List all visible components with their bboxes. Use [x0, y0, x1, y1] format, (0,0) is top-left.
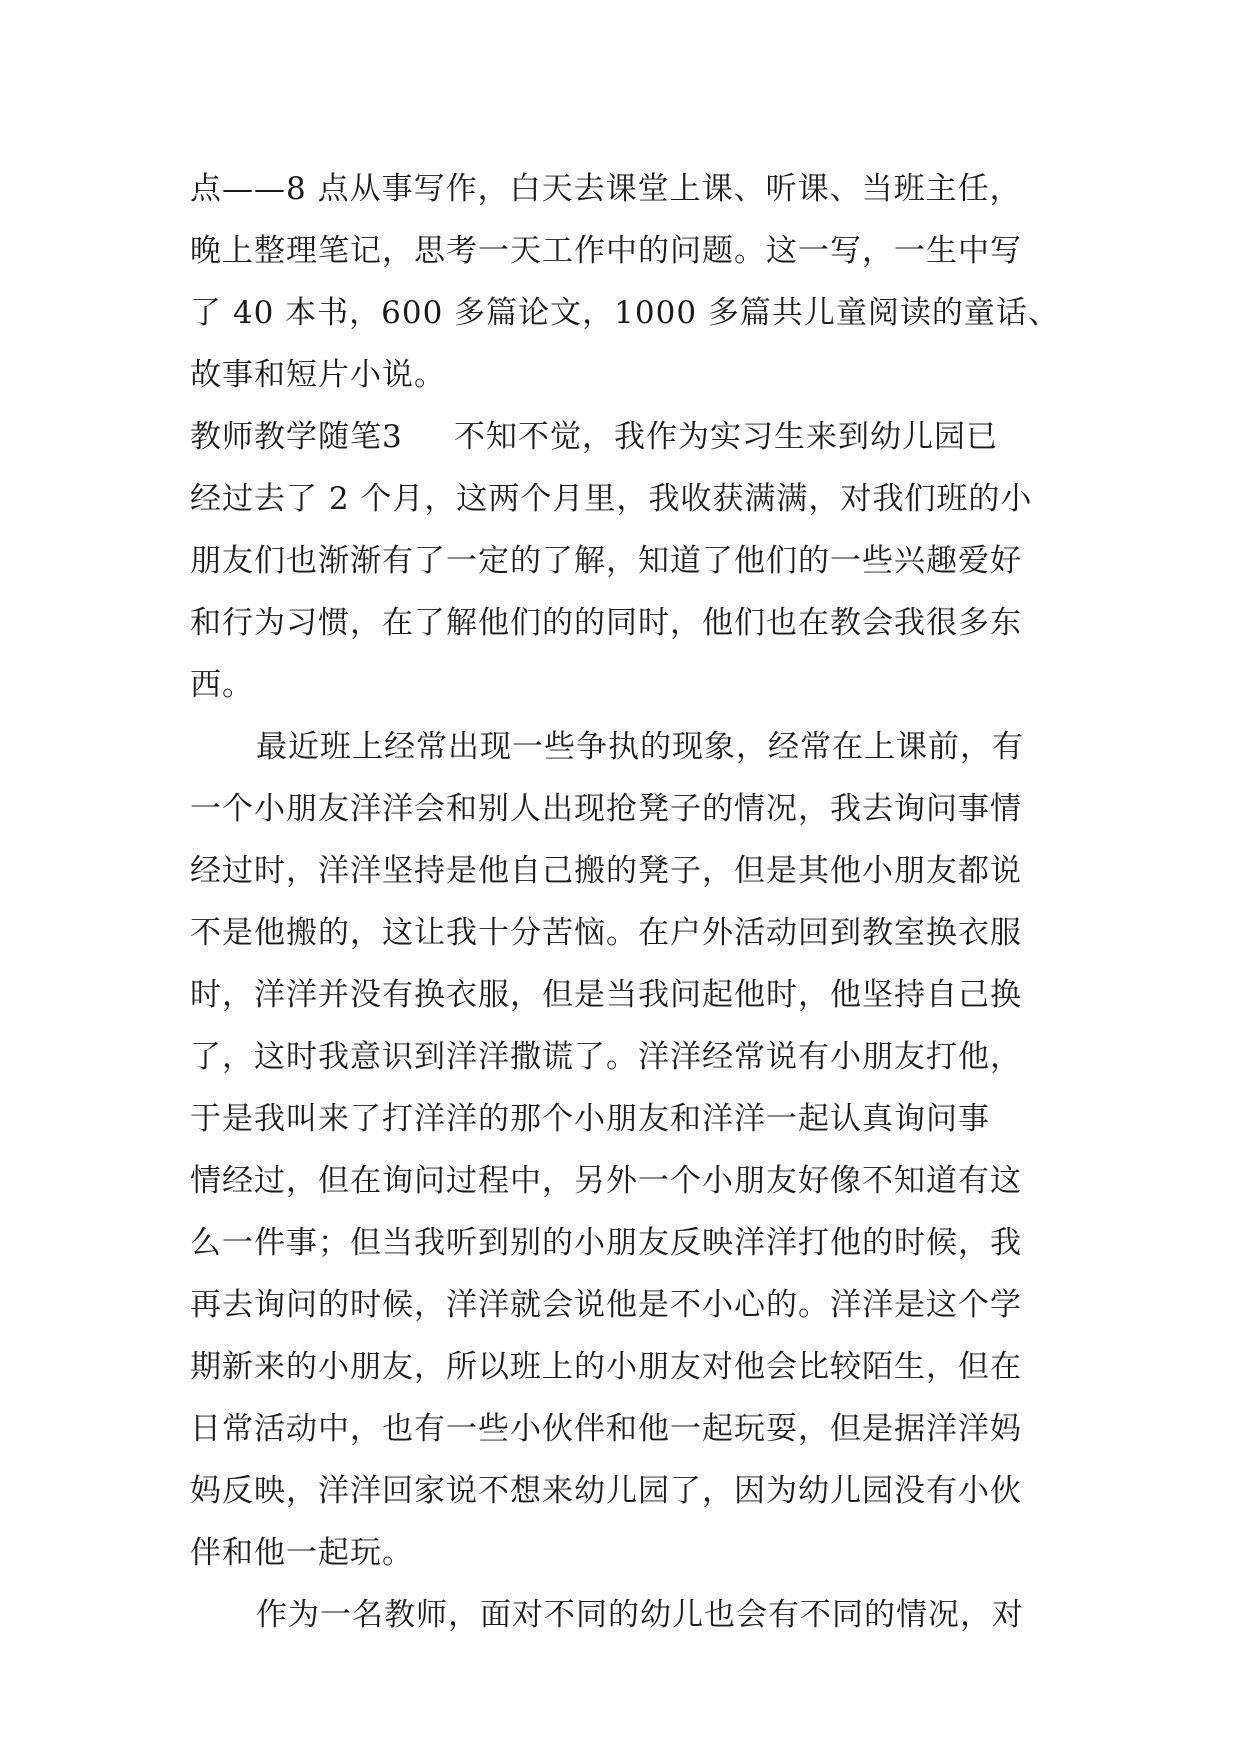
text-line: 西。 — [190, 667, 254, 703]
section-first-line: 不知不觉，我作为实习生来到幼儿园已 — [454, 419, 998, 455]
paragraph-1 — [190, 158, 1070, 406]
text-line: 于是我叫来了打洋洋的那个小朋友和洋洋一起认真询问事 — [190, 1101, 990, 1137]
text-line: 朋友们也渐渐有了一定的了解，知道了他们的一些兴趣爱好 — [190, 543, 1022, 579]
text-line: 一个小朋友洋洋会和别人出现抢凳子的情况，我去询问事情 — [190, 791, 1022, 827]
text-line: 再去询问的时候，洋洋就会说他是不小心的。洋洋是这个学 — [190, 1287, 1022, 1323]
section-title: 教师教学随笔3 — [190, 419, 403, 455]
text-line: 日常活动中，也有一些小伙伴和他一起玩耍，但是据洋洋妈 — [190, 1411, 1022, 1447]
text-line: 经过去了 2 个月，这两个月里，我收获满满，对我们班的小 — [190, 481, 1033, 517]
text-line: 和行为习惯，在了解他们的的同时，他们也在教会我很多东 — [190, 605, 1022, 641]
paragraph-2 — [190, 406, 1070, 716]
paragraph-4 — [190, 1584, 1070, 1646]
section-heading-line — [190, 406, 1070, 468]
text-line: 不是他搬的，这让我十分苦恼。在户外活动回到教室换衣服 — [190, 915, 1022, 951]
paragraph-3 — [190, 716, 1070, 1584]
text-line: 么一件事；但当我听到别的小朋友反映洋洋打他的时候，我 — [190, 1225, 1022, 1261]
text-line: 伴和他一起玩。 — [190, 1535, 414, 1571]
text-line: 妈反映，洋洋回家说不想来幼儿园了，因为幼儿园没有小伙 — [190, 1473, 1022, 1509]
text-line: 期新来的小朋友，所以班上的小朋友对他会比较陌生，但在 — [190, 1349, 1022, 1385]
text-line: 经过时，洋洋坚持是他自己搬的凳子，但是其他小朋友都说 — [190, 853, 1022, 889]
text-line: 情经过，但在询问过程中，另外一个小朋友好像不知道有这 — [190, 1163, 1022, 1199]
text-line: 最近班上经常出现一些争执的现象，经常在上课前，有 — [256, 729, 1024, 765]
text-line: 了 40 本书，600 多篇论文，1000 多篇共儿童阅读的童话、 — [190, 295, 1060, 331]
text-line: 点——8 点从事写作，白天去课堂上课、听课、当班主任， — [190, 171, 1022, 207]
text-line: 故事和短片小说。 — [190, 357, 446, 393]
text-line: 时，洋洋并没有换衣服，但是当我问起他时，他坚持自己换 — [190, 977, 1022, 1013]
text-line: 作为一名教师，面对不同的幼儿也会有不同的情况，对 — [256, 1597, 1024, 1633]
text-line: 了，这时我意识到洋洋撒谎了。洋洋经常说有小朋友打他， — [190, 1039, 1022, 1075]
document-body — [190, 158, 1070, 1646]
text-line: 晚上整理笔记，思考一天工作中的问题。这一写，一生中写 — [190, 233, 1022, 269]
